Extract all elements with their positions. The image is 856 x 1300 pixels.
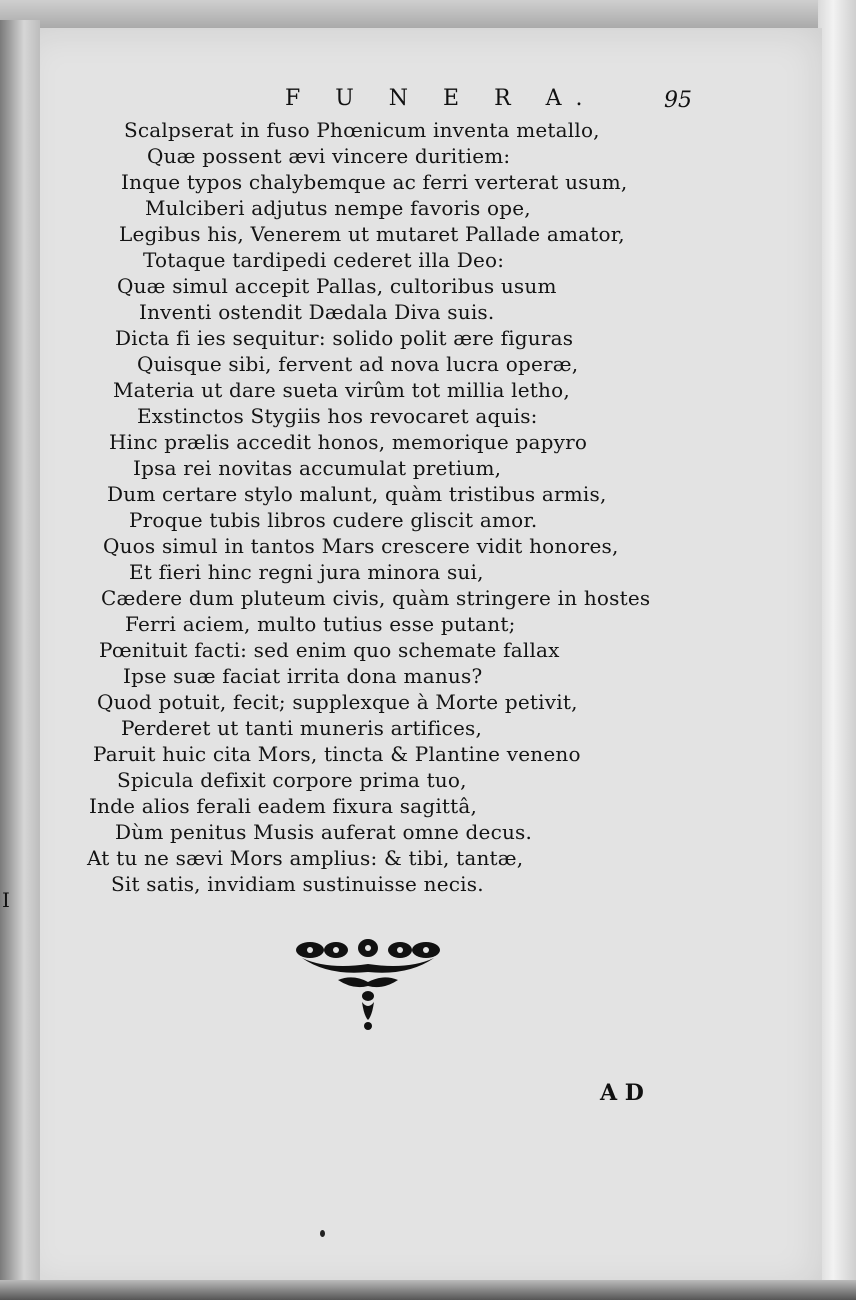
verse-line: Perderet ut tanti muneris artifices, <box>121 716 483 740</box>
verse-line: Et fieri hinc regni jura minora sui, <box>129 560 484 584</box>
catchword: A D <box>600 1080 644 1106</box>
running-head: F U N E R A. <box>285 86 597 111</box>
verse-line: Quos simul in tantos Mars crescere vidit honores, <box>103 534 619 558</box>
verse-line: Pœnituit facti: sed enim quo schemate fallax <box>99 638 560 662</box>
page-header <box>0 86 856 118</box>
verse-line: Mulciberi adjutus nempe favoris ope, <box>145 196 531 220</box>
verse-line: Totaque tardipedi cederet illa Deo: <box>143 248 505 272</box>
verse-line: Quæ simul accepit Pallas, cultoribus usum <box>117 274 557 298</box>
verse-line: Inque typos chalybemque ac ferri verterat usum, <box>121 170 628 194</box>
verse-line: Dùm penitus Musis auferat omne decus. <box>115 820 533 844</box>
book-fore-edge <box>818 0 856 1300</box>
fleuron-ornament-icon <box>288 936 448 1036</box>
verse-line: Quisque sibi, fervent ad nova lucra operæ, <box>137 352 579 376</box>
verse-line: Ferri aciem, multo tutius esse putant; <box>125 612 516 636</box>
verse-line: Scalpserat in fuso Phœnicum inventa metallo, <box>124 118 600 142</box>
ink-speck <box>320 1230 325 1237</box>
scan-background-bottom <box>0 1280 856 1300</box>
verse-line: Paruit huic cita Mors, tincta & Plantine veneno <box>93 742 581 766</box>
verse-line: Legibus his, Venerem ut mutaret Pallade amator, <box>119 222 625 246</box>
verse-line: Quæ possent ævi vincere duritiem: <box>147 144 511 168</box>
verse-line: Exstinctos Stygiis hos revocaret aquis: <box>137 404 538 428</box>
verse-line: Inventi ostendit Dædala Diva suis. <box>139 300 495 324</box>
verse-line: Cædere dum pluteum civis, quàm stringere in hostes <box>101 586 651 610</box>
verse-line: Dicta fi ies sequitur: solido polit ære figuras <box>115 326 574 350</box>
verse-line: Proque tubis libros cudere gliscit amor. <box>129 508 538 532</box>
verse-line: Materia ut dare sueta virûm tot millia letho, <box>113 378 570 402</box>
verse-line: Ipse suæ faciat irrita dona manus? <box>123 664 483 688</box>
verse-line: Quod potuit, fecit; supplexque à Morte petivit, <box>97 690 578 714</box>
verse-line: Dum certare stylo malunt, quàm tristibus armis, <box>107 482 607 506</box>
facing-page-edge <box>0 20 40 1290</box>
verse-line: At tu ne sævi Mors amplius: & tibi, tantæ, <box>87 846 524 870</box>
verse-line: Hinc prælis accedit honos, memorique papyro <box>109 430 588 454</box>
verse-line: Inde alios ferali eadem fixura sagittâ, <box>89 794 478 818</box>
verse-line: Sit satis, invidiam sustinuisse necis. <box>111 872 484 896</box>
page-number: 95 <box>664 88 692 113</box>
margin-mark: I <box>2 888 10 912</box>
verse-line: Spicula defixit corpore prima tuo, <box>117 768 467 792</box>
verse-line: Ipsa rei novitas accumulat pretium, <box>133 456 502 480</box>
